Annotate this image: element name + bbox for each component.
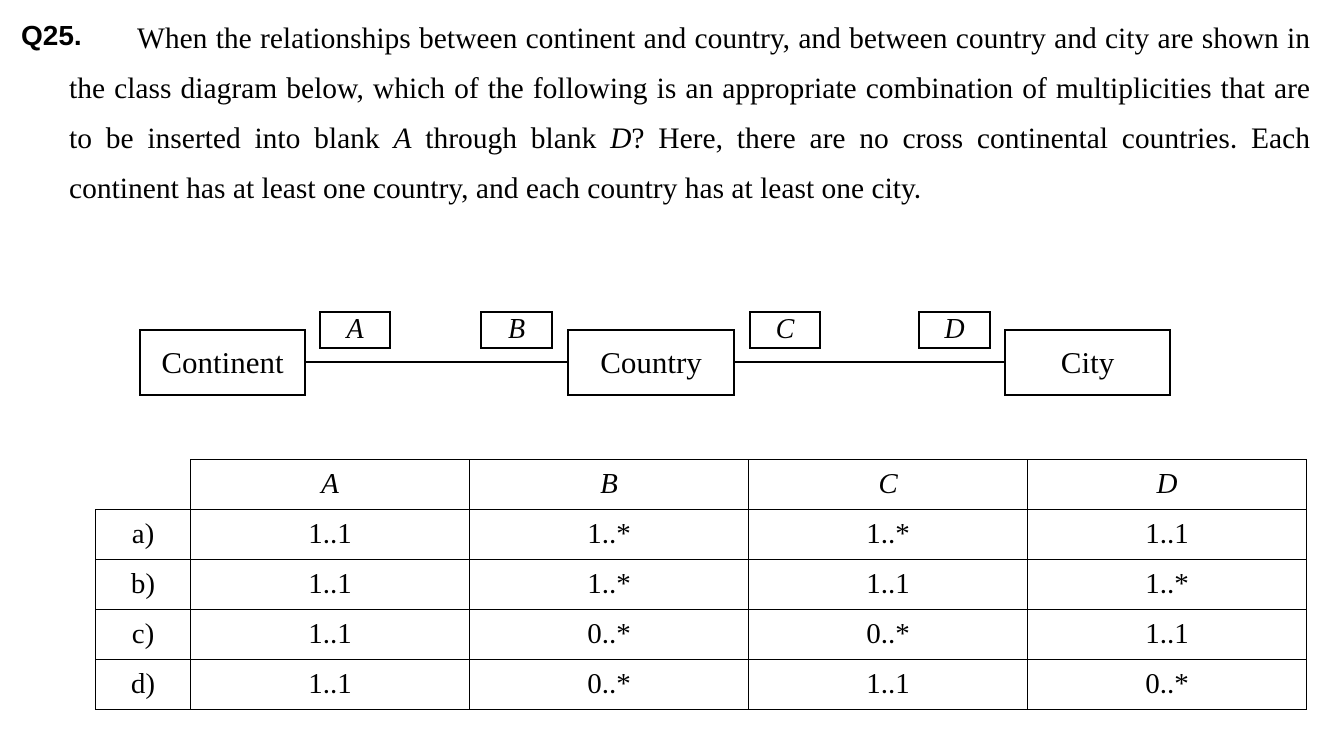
association-line-country-city [734, 361, 1005, 363]
table-cell: 1..* [1028, 560, 1307, 610]
column-header-d: D [1028, 460, 1307, 510]
column-header-a: A [191, 460, 470, 510]
table-cell: 1..1 [191, 660, 470, 710]
table-cell: 1..1 [191, 560, 470, 610]
class-box-country: Country [567, 329, 735, 396]
table-cell: 1..* [749, 510, 1028, 560]
column-header-b: B [470, 460, 749, 510]
table-cell: 1..1 [1028, 610, 1307, 660]
table-cell: 0..* [470, 660, 749, 710]
table-header-row [96, 460, 1307, 510]
class-box-continent: Continent [139, 329, 306, 396]
option-label: d) [96, 660, 191, 710]
table-cell: 0..* [749, 610, 1028, 660]
blank-box-a: A [319, 311, 391, 349]
class-box-city: City [1004, 329, 1171, 396]
question-text: When the relationships between continent and country, and between country and city are shown in the class diagram below, which of the following is an appropriate combination of multiplicities that are to be inserted into blank A through blank D? Here, there are no cross continental countries. Each continent has at least one country, and each country has at least one city. [69, 23, 1310, 205]
table-row [96, 610, 1307, 660]
option-label: b) [96, 560, 191, 610]
table-cell: 0..* [470, 610, 749, 660]
answer-table [95, 459, 1307, 710]
table-row [96, 660, 1307, 710]
table-cell: 0..* [1028, 660, 1307, 710]
table-cell: 1..1 [1028, 510, 1307, 560]
table-cell: 1..* [470, 510, 749, 560]
column-header-c: C [749, 460, 1028, 510]
table-cell: 1..1 [191, 610, 470, 660]
table-cell: 1..* [470, 560, 749, 610]
table-cell: 1..1 [749, 660, 1028, 710]
blank-box-c: C [749, 311, 821, 349]
table-cell: 1..1 [749, 560, 1028, 610]
option-label: a) [96, 510, 191, 560]
blank-box-b: B [480, 311, 553, 349]
table-row [96, 560, 1307, 610]
association-line-continent-country [305, 361, 568, 363]
table-corner-cell [96, 460, 191, 510]
table-cell: 1..1 [191, 510, 470, 560]
option-label: c) [96, 610, 191, 660]
table-row [96, 510, 1307, 560]
blank-box-d: D [918, 311, 991, 349]
question-number: Q25. [21, 20, 82, 51]
